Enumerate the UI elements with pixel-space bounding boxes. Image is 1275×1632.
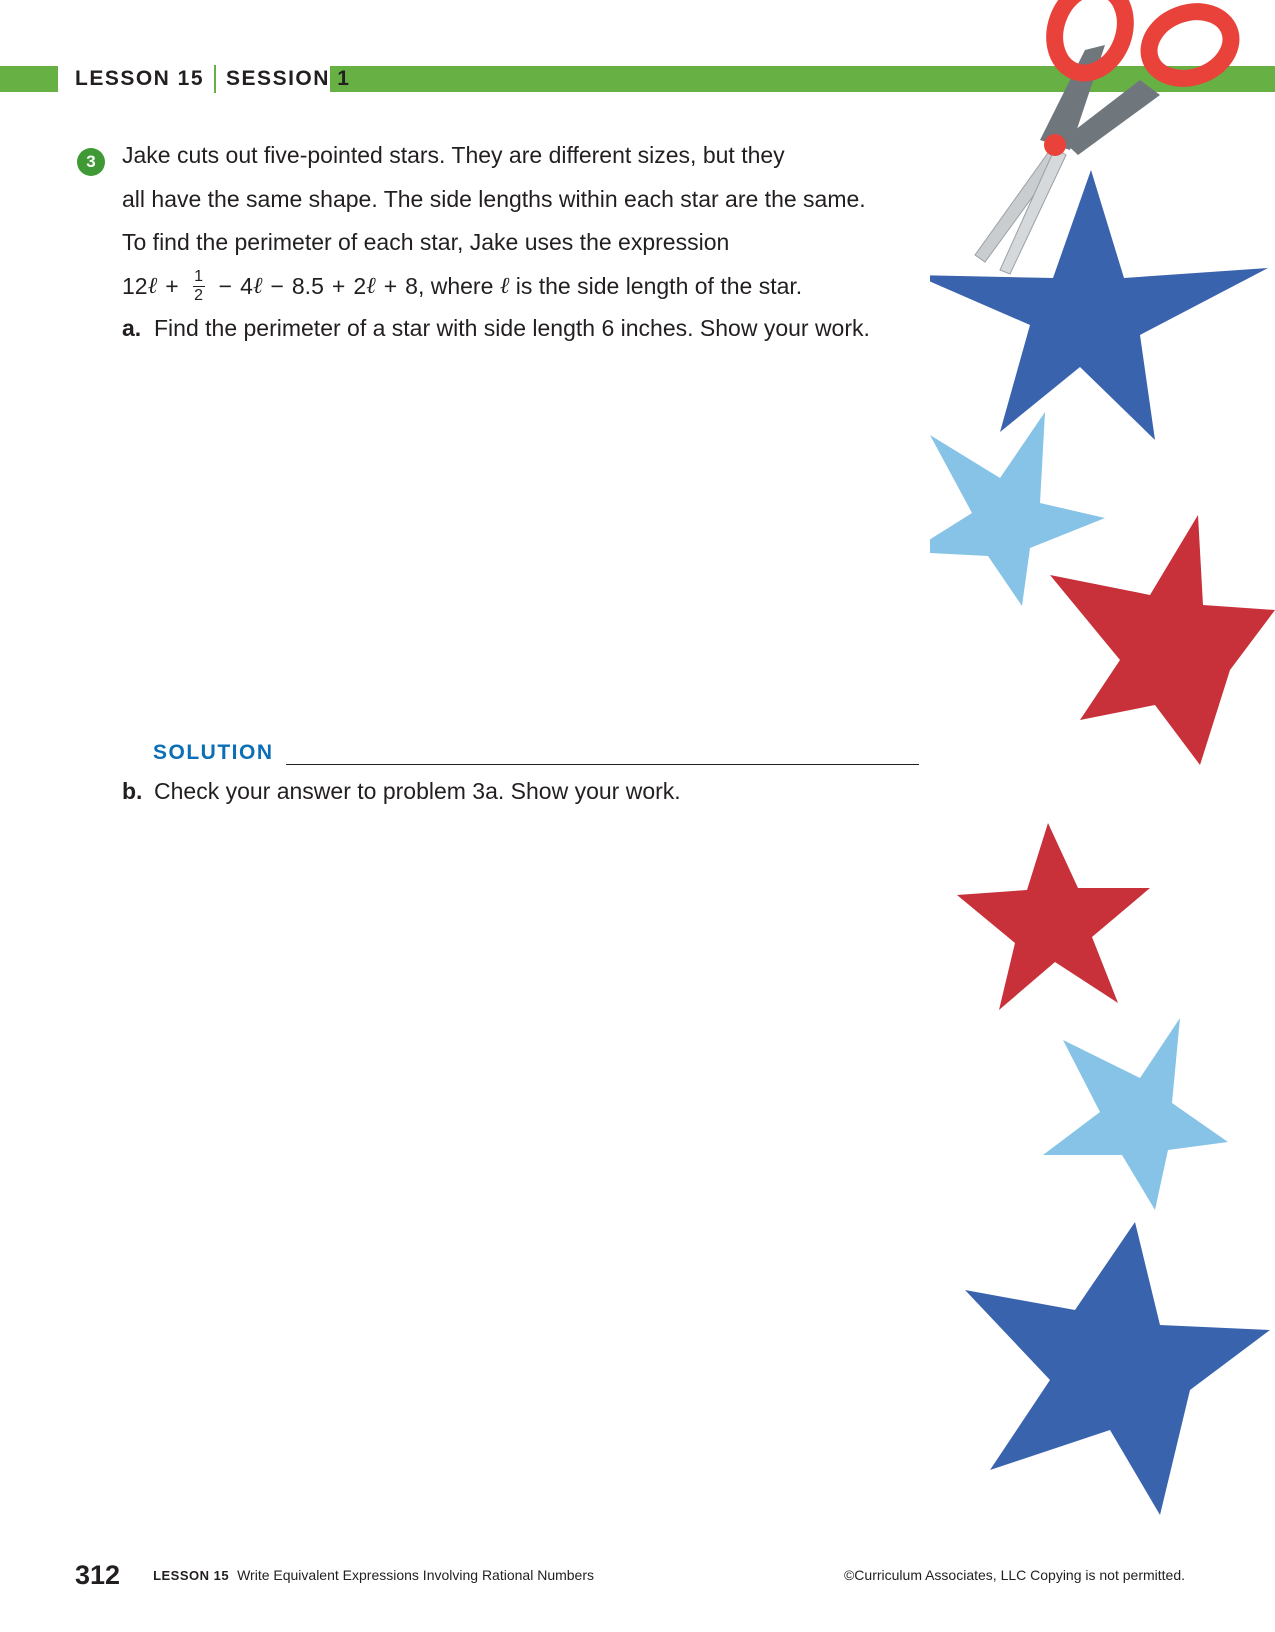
expr-coef-12: 12 [122, 273, 148, 299]
expr-coef-4: 4 [240, 273, 253, 299]
expr-plus: + [331, 273, 346, 299]
part-a-text: Find the perimeter of a star with side length 6 inches. Show your work. [154, 315, 870, 341]
page-number: 312 [75, 1559, 121, 1590]
part-b-text: Check your answer to problem 3a. Show your work. [154, 778, 681, 804]
footer-copyright: ©Curriculum Associates, LLC Copying is not permitted. [843, 1567, 1185, 1583]
expr-var: ℓ [499, 273, 510, 299]
perimeter-expression [122, 268, 802, 304]
lesson-label: LESSON 15 [75, 67, 205, 90]
header-bar-left [0, 66, 58, 92]
part-a-label: a. [122, 315, 142, 341]
expr-tail-rest: is the side length of the star. [515, 273, 803, 299]
lesson-session-label [75, 65, 350, 93]
expr-var: ℓ [147, 273, 158, 299]
expr-tail-where: , where [417, 273, 494, 299]
question-number-badge: 3 [77, 148, 105, 176]
expr-var: ℓ [366, 273, 376, 299]
solution-label: SOLUTION [153, 741, 274, 764]
page-footer [75, 1560, 1185, 1590]
expr-var: ℓ [252, 273, 263, 299]
expr-minus: − [270, 273, 284, 299]
light-blue-star-upper [930, 412, 1105, 606]
blue-star-bottom [965, 1222, 1270, 1515]
problem-line-3: To find the perimeter of each star, Jake uses the expression [122, 229, 730, 255]
frac-denominator: 2 [194, 286, 204, 304]
blue-star-large [930, 170, 1268, 440]
problem-line-1: Jake cuts out five-pointed stars. They are different sizes, but they [122, 142, 785, 168]
session-label: SESSION 1 [226, 67, 351, 90]
solution-answer-line[interactable] [286, 740, 919, 765]
expr-coef-2: 2 [353, 273, 367, 299]
problem-line-2: all have the same shape. The side lengths within each star are the same. [122, 186, 866, 212]
part-b-label: b. [122, 778, 143, 804]
footer-title: Write Equivalent Expressions Involving Rational Numbers [237, 1567, 594, 1583]
expr-plus: + [165, 273, 179, 299]
part-b [122, 777, 681, 805]
footer-lesson: LESSON 15 [153, 1567, 230, 1583]
expr-const-8-5: 8.5 [291, 273, 324, 299]
expr-fraction [193, 269, 205, 304]
frac-numerator: 1 [194, 267, 204, 285]
red-star-upper [1050, 515, 1275, 765]
light-blue-star-lower [1043, 1018, 1228, 1210]
expr-const-8: 8 [405, 273, 418, 299]
solution-row [153, 740, 919, 765]
decorative-stars-and-scissors [930, 0, 1275, 1632]
header-divider [214, 65, 216, 93]
red-star-lower [957, 823, 1150, 1010]
expr-minus: − [218, 273, 233, 299]
part-a [122, 314, 870, 342]
expr-plus: + [383, 273, 398, 299]
